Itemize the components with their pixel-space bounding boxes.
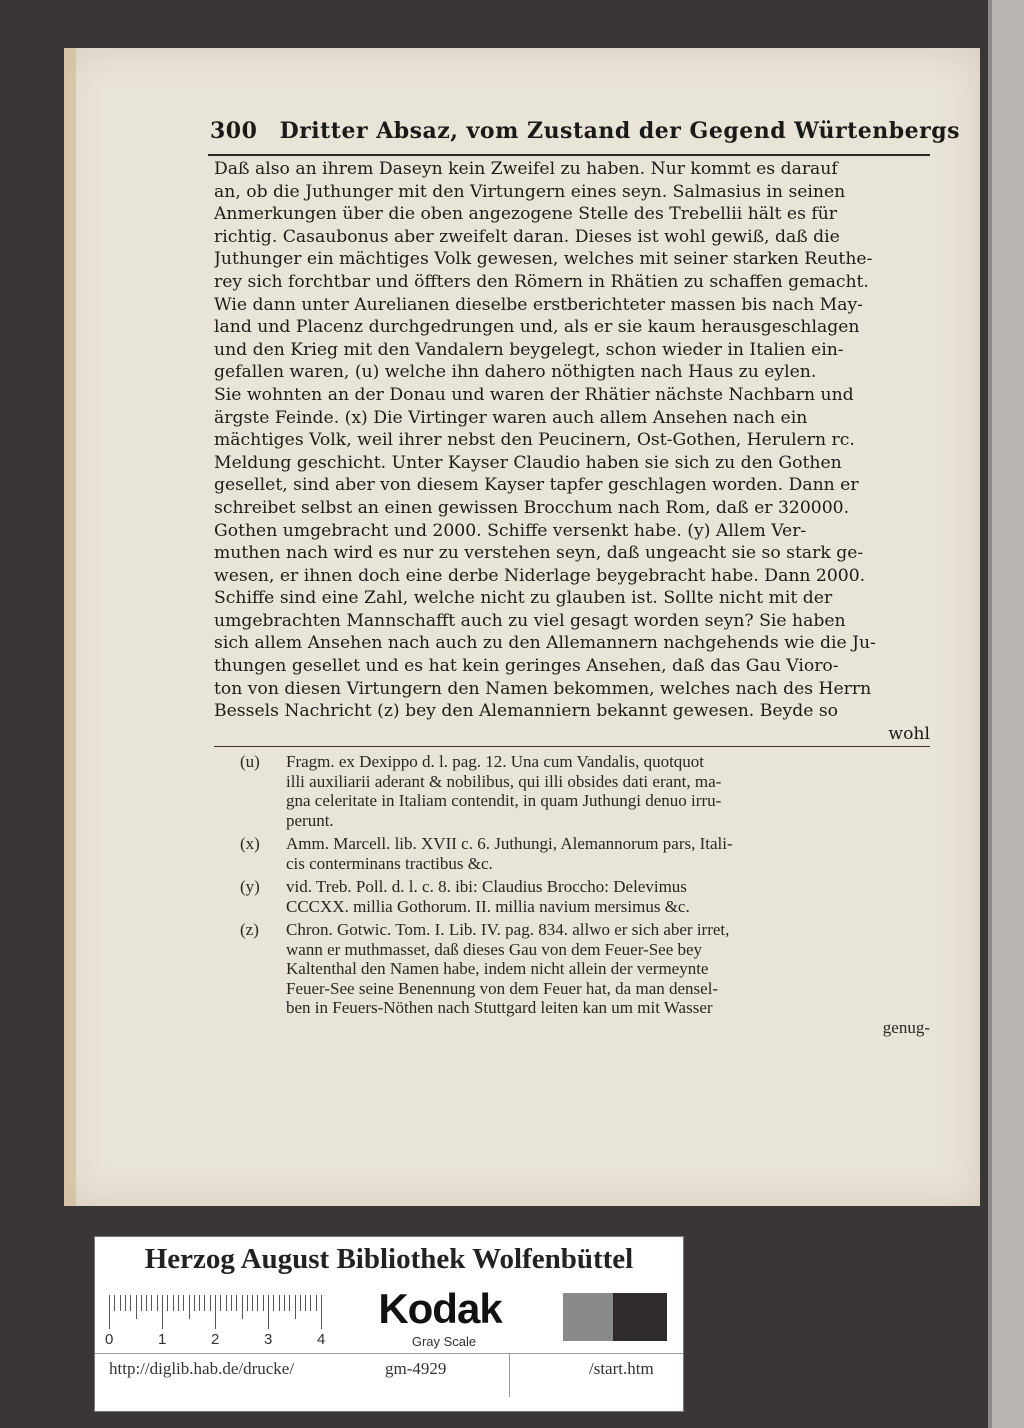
page-gutter-shadow xyxy=(64,48,76,1206)
ruler-tick xyxy=(226,1295,227,1311)
ruler-tick xyxy=(173,1295,174,1311)
ruler-tick xyxy=(273,1295,274,1311)
body-line: an, ob die Juthunger mit den Virtungern eines seyn. Salmasius in seinen xyxy=(214,181,846,202)
shelfmark: gm-4929 xyxy=(385,1359,447,1378)
next-page-edge xyxy=(992,0,1024,1428)
ruler-number: 3 xyxy=(264,1331,273,1348)
head-rule xyxy=(208,154,930,156)
kodak-logo: Kodak xyxy=(378,1285,502,1332)
ruler-tick xyxy=(130,1295,131,1311)
body-line: sich allem Ansehen nach auch zu den Allemannern nachgehends wie die Ju- xyxy=(214,633,876,654)
ruler-tick xyxy=(210,1295,211,1311)
body-line: Juthunger ein mächtiges Volk gewesen, welches mit seiner starken Reuthe- xyxy=(214,249,873,270)
footnote xyxy=(240,752,930,830)
footnote-line: Fragm. ex Dexippo d. l. pag. 12. Una cum Vandalis, quotquot xyxy=(286,752,705,771)
ruler-number: 2 xyxy=(211,1331,220,1348)
ruler-tick xyxy=(220,1295,221,1311)
body-line: land und Placenz durchgedrungen und, als er sie kaum herausgeschlagen xyxy=(214,317,860,338)
url-right: /start.htm xyxy=(589,1359,654,1378)
footnote-line: Kaltenthal den Namen habe, indem nicht allein der vermeynte xyxy=(286,959,709,978)
body-line: thungen gesellet und es hat kein geringes Ansehen, daß das Gau Vioro- xyxy=(214,656,839,677)
label-divider xyxy=(95,1353,683,1354)
footnote-line: Feuer-See seine Benennung von dem Feuer hat, da man densel- xyxy=(286,978,719,998)
ruler-tick xyxy=(316,1295,317,1311)
ruler-tick xyxy=(284,1295,285,1311)
ruler-tick xyxy=(215,1295,216,1329)
ruler-tick xyxy=(162,1295,163,1329)
body-line: Sie wohnten an der Donau und waren der Rhätier nächste Nachbarn und xyxy=(214,384,854,405)
page-number: 300 xyxy=(210,118,258,144)
footnote-mark: (x) xyxy=(240,834,260,853)
ruler-tick xyxy=(289,1295,290,1311)
ruler-tick xyxy=(199,1295,200,1311)
ruler-tick xyxy=(114,1295,115,1311)
body-line: richtig. Casaubonus aber zweifelt daran. Dieses ist wohl gewiß, daß die xyxy=(214,226,840,247)
body-text xyxy=(214,158,930,745)
library-name: Herzog August Bibliothek Wolfenbüttel xyxy=(144,1243,634,1275)
body-line: Bessels Nachricht (z) bey den Alemanniern bekannt gewesen. Beyde so xyxy=(214,701,839,722)
footnote-line: gna celeritate in Italiam contendit, in quam Juthungi denuo irru- xyxy=(286,791,722,810)
gray-scale-caption: Gray Scale xyxy=(411,1334,477,1349)
footnote xyxy=(240,920,930,1037)
body-line: schreibet selbst an einen gewissen Brocchum nach Rom, daß er 320000. xyxy=(214,497,850,518)
ruler-tick xyxy=(247,1295,248,1311)
ruler-tick xyxy=(204,1295,205,1311)
ruler-tick xyxy=(167,1295,168,1311)
ruler-number: 4 xyxy=(317,1331,326,1348)
footnote-catchword: genug- xyxy=(882,1017,930,1037)
body-line: Wie dann unter Aurelianen dieselbe erstberichteter massen bis nach May- xyxy=(214,294,863,315)
body-line: wesen, er ihnen doch eine derbe Niderlage beygebracht habe. Dann 2000. xyxy=(214,565,866,586)
footnote-mark: (z) xyxy=(240,920,259,939)
ruler-tick xyxy=(125,1295,126,1311)
ruler-tick xyxy=(236,1295,237,1311)
footnote-line: Chron. Gotwic. Tom. I. Lib. IV. pag. 834. allwo er sich aber irret, xyxy=(286,920,730,939)
body-line: umgebrachten Mannschafft auch zu viel gesagt worden seyn? Sie haben xyxy=(214,610,846,631)
footnote-mark: (u) xyxy=(240,752,260,771)
body-line: gefallen waren, (u) welche ihn dahero nöthigten nach Haus zu eylen. xyxy=(214,362,817,383)
footnote-line: CCCXX. millia Gothorum. II. millia navium mersimus &c. xyxy=(286,896,690,916)
catchword: wohl xyxy=(888,723,930,744)
running-head xyxy=(210,118,961,144)
ruler-tick xyxy=(136,1295,137,1319)
footnote-rule xyxy=(214,746,930,747)
ruler-tick xyxy=(263,1295,264,1311)
ruler-tick xyxy=(242,1295,243,1319)
ruler-tick xyxy=(300,1295,301,1311)
footnote-line: wann er muthmasset, daß dieses Gau von dem Feuer-See bey xyxy=(286,939,703,959)
footnote-line: vid. Treb. Poll. d. l. c. 8. ibi: Claudius Broccho: Delevimus xyxy=(286,877,687,896)
gray-swatch-dark xyxy=(613,1293,667,1341)
gray-swatch-light xyxy=(563,1293,613,1341)
body-line: Daß also an ihrem Daseyn kein Zweifel zu haben. Nur kommt es darauf xyxy=(214,159,838,179)
body-line: und den Krieg mit den Vandalern beygelegt, schon wieder in Italien ein- xyxy=(214,339,844,360)
ruler-tick xyxy=(120,1295,121,1311)
body-line: Schiffe sind eine Zahl, welche nicht zu glauben ist. Sollte nicht mit der xyxy=(214,588,833,609)
footnote xyxy=(240,877,930,916)
body-line: rey sich forchtbar und öffters den Römern in Rhätien zu schaffen gemacht. xyxy=(214,271,869,292)
running-title: Dritter Absaz, vom Zustand der Gegend Würtenbergs xyxy=(279,118,961,144)
ruler-tick xyxy=(146,1295,147,1311)
footnote-line: illi auxiliarii aderant & nobilibus, qui illi obsides dati erant, ma- xyxy=(286,771,722,791)
ruler-tick xyxy=(109,1295,110,1329)
ruler-tick xyxy=(189,1295,190,1319)
ruler-tick xyxy=(252,1295,253,1311)
ruler-tick xyxy=(141,1295,142,1311)
footnotes xyxy=(240,752,930,1041)
ruler-tick xyxy=(279,1295,280,1311)
body-line: mächtiges Volk, weil ihrer nebst den Peucinern, Ost-Gothen, Herulern rc. xyxy=(214,430,855,451)
ruler-tick xyxy=(310,1295,311,1311)
ruler-tick xyxy=(268,1295,269,1329)
ruler-tick xyxy=(183,1295,184,1311)
ruler-tick xyxy=(321,1295,322,1329)
ruler-tick xyxy=(157,1295,158,1311)
ruler-tick xyxy=(257,1295,258,1311)
ruler-tick xyxy=(178,1295,179,1311)
body-line: Gothen umgebracht und 2000. Schiffe versenkt habe. (y) Allem Ver- xyxy=(214,520,807,541)
body-line: ärgste Feinde. (x) Die Virtinger waren auch allem Ansehen nach ein xyxy=(214,407,808,428)
body-line: gesellet, sind aber von diesem Kayser tapfer geschlagen worden. Dann er xyxy=(214,475,859,496)
body-line: muthen nach wird es nur zu verstehen seyn, daß ungeacht sie so stark ge- xyxy=(214,543,864,564)
body-line: ton von diesen Virtungern den Namen bekommen, welches nach des Herrn xyxy=(214,678,872,699)
ruler-tick xyxy=(305,1295,306,1311)
url-left: http://diglib.hab.de/drucke/ xyxy=(109,1359,295,1378)
body-line: Meldung geschicht. Unter Kayser Claudio haben sie sich zu den Gothen xyxy=(214,452,842,473)
ruler-tick xyxy=(231,1295,232,1311)
footnote-line: perunt. xyxy=(286,810,334,830)
ruler-tick xyxy=(151,1295,152,1311)
footnote-mark: (y) xyxy=(240,877,260,896)
ruler-number: 1 xyxy=(158,1331,167,1348)
ruler-tick xyxy=(194,1295,195,1311)
footnote xyxy=(240,834,930,873)
ruler-number: 0 xyxy=(105,1331,114,1348)
footnote-line: cis conterminans tractibus &c. xyxy=(286,853,493,873)
body-line: Anmerkungen über die oben angezogene Stelle des Trebellii hält es für xyxy=(214,204,838,225)
footnote-line: Amm. Marcell. lib. XVII c. 6. Juthungi, Alemannorum pars, Itali- xyxy=(286,834,733,853)
library-label xyxy=(94,1236,684,1412)
ruler-tick xyxy=(295,1295,296,1319)
label-separator xyxy=(509,1353,510,1397)
footnote-line: ben in Feuers-Nöthen nach Stuttgard leiten kan um mit Wasser xyxy=(286,998,713,1017)
